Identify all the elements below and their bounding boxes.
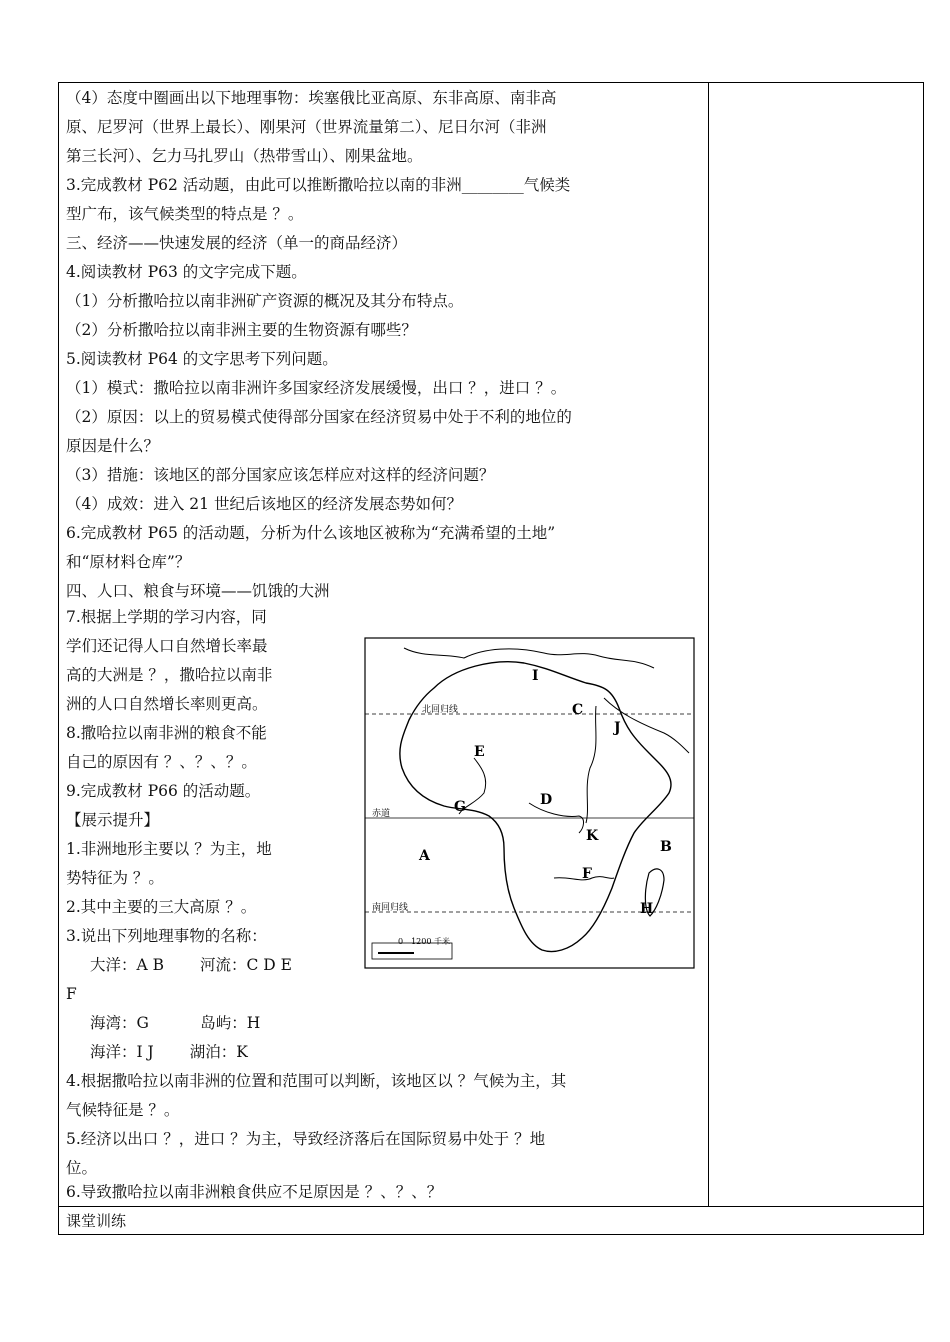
section-heading: 【展示提升】 — [66, 811, 160, 829]
map-label-b: B — [660, 839, 672, 855]
text-line: 大洋：A B 河流：C D E — [90, 956, 292, 974]
text-line: （1）模式：撒哈拉以南非洲许多国家经济发展缓慢，出口 ？，进口 ？。 — [66, 379, 567, 397]
text-line: 洲的人口自然增长率则更高。 — [66, 695, 268, 713]
text-line: 2.其中主要的三大高原 ？。 — [66, 898, 257, 916]
text-line: 5.经济以出口 ？，进口 ？为主，导致经济落后在国际贸易中处于 ？地 — [66, 1130, 546, 1148]
text-line: 1.非洲地形主要以 ？为主，地 — [66, 840, 272, 858]
map-label-a: A — [419, 848, 430, 864]
text-line: （2）原因：以上的贸易模式使得部分国家在经济贸易中处于不利的地位的 — [66, 408, 572, 426]
text-line: 5.阅读教材 P64 的文字思考下列问题。 — [66, 350, 338, 368]
text-line: （1）分析撒哈拉以南非洲矿产资源的概况及其分布特点。 — [66, 292, 464, 310]
text-line: 4.根据撒哈拉以南非洲的位置和范围可以判断，该地区以 ？气候为主，其 — [66, 1072, 567, 1090]
column-divider — [708, 82, 709, 1206]
text-line: 8.撒哈拉以南非洲的粮食不能 — [66, 724, 267, 742]
footer-label: 课堂训练 — [66, 1212, 127, 1230]
text-line: 4.阅读教材 P63 的文字完成下题。 — [66, 263, 307, 281]
north-tropic-label: 北回归线 — [422, 705, 459, 715]
text-line: 原、尼罗河（世界上最长）、刚果河（世界流量第二）、尼日尔河（非洲 — [66, 118, 547, 136]
text-line: 6.导致撒哈拉以南非洲粮食供应不足原因是 ？、？、？ — [66, 1183, 443, 1201]
map-label-j: J — [614, 720, 621, 736]
map-scale: 0 1200 千米 — [398, 937, 450, 946]
map-label-c: C — [572, 702, 584, 718]
text-line: （4）态度中圈画出以下地理事物：埃塞俄比亚高原、东非高原、南非高 — [66, 89, 557, 107]
text-line: 海洋：I J 湖泊：K — [90, 1043, 248, 1061]
text-line: （2）分析撒哈拉以南非洲主要的生物资源有哪些？ — [66, 321, 417, 339]
map-label-h: H — [640, 901, 654, 917]
map-label-i: I — [532, 668, 539, 684]
row-divider — [58, 1206, 924, 1207]
text-line: （4）成效：进入 21 世纪后该地区的经济发展态势如何？ — [66, 495, 462, 513]
equator-label: 赤道 — [372, 809, 391, 819]
map-label-f: F — [582, 866, 592, 882]
section-heading: 四、人口、粮食与环境——饥饿的大洲 — [66, 582, 330, 600]
text-line: 3.完成教材 P62 活动题，由此可以推断撒哈拉以南的非洲________气候类 — [66, 176, 571, 194]
map-label-e: E — [474, 744, 485, 760]
map-label-d: D — [540, 792, 553, 808]
africa-map — [364, 628, 708, 978]
section-heading: 三、经济——快速发展的经济（单一的商品经济） — [66, 234, 408, 252]
map-label-g: G — [454, 799, 466, 815]
south-tropic-label: 南回归线 — [372, 903, 409, 913]
text-line: 位。 — [66, 1159, 98, 1177]
africa-map-drawing — [364, 628, 708, 978]
text-line: 气候特征是 ？。 — [66, 1101, 180, 1119]
map-label-k: K — [586, 828, 599, 844]
text-line: 3.说出下列地理事物的名称： — [66, 927, 267, 945]
text-line: 第三长河）、乞力马扎罗山（热带雪山）、刚果盆地。 — [66, 147, 423, 165]
text-line: 原因是什么？ — [66, 437, 160, 455]
text-line: （3）措施：该地区的部分国家应该怎样应对这样的经济问题？ — [66, 466, 495, 484]
text-line: 高的大洲是 ？，撒哈拉以南非 — [66, 666, 273, 684]
text-line: 和“原材料仓库”？ — [66, 553, 191, 571]
text-line: 6.完成教材 P65 的活动题，分析为什么该地区被称为“充满希望的土地” — [66, 524, 556, 542]
text-line: 9.完成教材 P66 的活动题。 — [66, 782, 261, 800]
text-line: 自己的原因有 ？、？、？。 — [66, 753, 257, 771]
text-line: 海湾：G 岛屿：H — [90, 1014, 261, 1032]
text-line: 型广布，该气候类型的特点是 ？。 — [66, 205, 304, 223]
text-line: 学们还记得人口自然增长率最 — [66, 637, 268, 655]
text-line: 势特征为 ？。 — [66, 869, 164, 887]
text-line: F — [66, 985, 77, 1003]
text-line: 7.根据上学期的学习内容，同 — [66, 608, 267, 626]
